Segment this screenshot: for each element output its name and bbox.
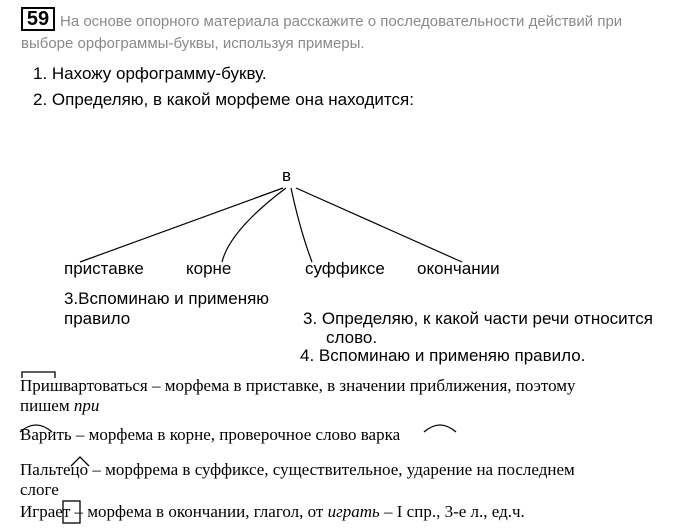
example-3-line2: слоге bbox=[20, 480, 59, 499]
branch-prefix: приставке bbox=[64, 259, 144, 278]
example-2-line bbox=[20, 425, 400, 445]
example-1-line2-italic: при bbox=[73, 396, 100, 415]
task-text-line1: На основе опорного материала расскажите о последовательности действий при bbox=[60, 13, 623, 30]
diagram-root: в bbox=[282, 166, 292, 185]
example-3-word-end: цо bbox=[70, 460, 89, 479]
branch-line-3 bbox=[291, 188, 312, 262]
branch-line-2 bbox=[222, 188, 286, 262]
branch-line-4 bbox=[296, 188, 462, 262]
example-3-explanation: – морфрема в суффиксе, существительное, ударение на последнем bbox=[88, 460, 575, 479]
example-1-line1 bbox=[20, 376, 576, 396]
example-1-word-rest: швартоваться bbox=[49, 376, 148, 395]
example-4-explanation-end: – I спр., 3-е л., ед.ч. bbox=[379, 502, 525, 521]
branch-line-1 bbox=[80, 188, 283, 262]
example-2-explanation: – морфема в корне, проверочное слово bbox=[71, 425, 361, 444]
example-4-explanation: – морфема в окончании, глагол, от bbox=[70, 502, 328, 521]
branch-ending: окончании bbox=[417, 259, 500, 278]
example-3-line1 bbox=[20, 460, 575, 480]
right-step3-line1: 3. Определяю, к какой части речи относится bbox=[303, 309, 653, 328]
example-3-word-start: Паль bbox=[20, 460, 56, 479]
task-text-line2: выборе орфограммы-буквы, используя примеры. bbox=[21, 35, 365, 52]
right-step3-line2: слово. bbox=[326, 328, 378, 347]
root-arc-2 bbox=[424, 425, 456, 432]
right-step4: 4. Вспоминаю и применяю правило. bbox=[300, 346, 586, 365]
example-1-line2-text: пишем bbox=[20, 396, 74, 415]
example-1-prefix: При bbox=[20, 376, 50, 395]
left-step-line2: правило bbox=[64, 309, 131, 328]
example-1-explanation: – морфема в приставке, в значении приближения, поэтому bbox=[147, 376, 576, 395]
example-4-word-end: т bbox=[62, 502, 71, 521]
task-number: 59 bbox=[21, 7, 55, 31]
example-4-line bbox=[20, 502, 525, 522]
example-4-italic-verb: играть bbox=[327, 502, 380, 521]
example-2-word: Варить bbox=[20, 425, 72, 444]
example-4-ending: е bbox=[55, 502, 63, 521]
example-3-suffix: те bbox=[55, 460, 71, 479]
step-2: 2. Определяю, в какой морфеме она находится: bbox=[33, 90, 414, 109]
example-2-check-word: варка bbox=[360, 425, 401, 444]
branch-suffix: суффиксе bbox=[305, 259, 385, 278]
example-1-line2 bbox=[20, 396, 99, 416]
branch-root: корне bbox=[186, 259, 232, 278]
left-step-line1: 3.Вспоминаю и применяю bbox=[64, 289, 270, 308]
example-4-word-start: Игра bbox=[20, 502, 56, 521]
step-1: 1. Нахожу орфограмму-букву. bbox=[33, 64, 267, 83]
